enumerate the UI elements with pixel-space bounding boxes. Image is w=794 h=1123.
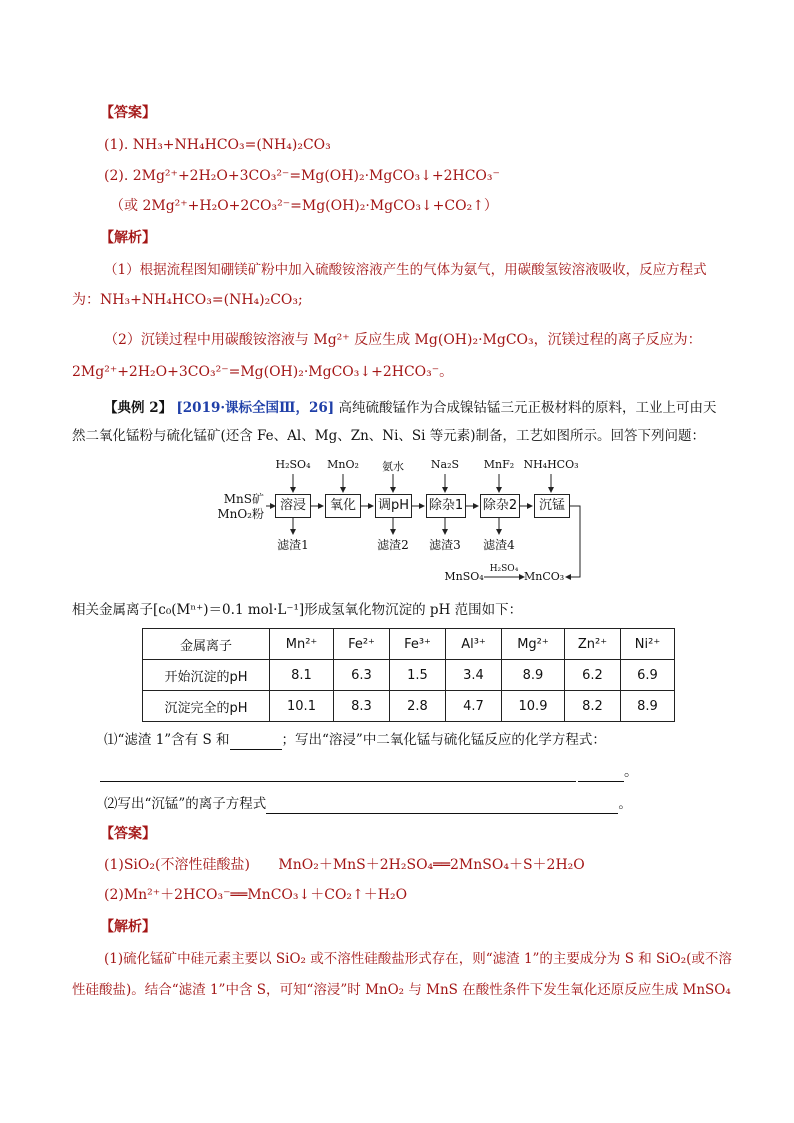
blank-3 [578,767,624,782]
blank-1 [230,735,282,750]
analysis-2-line-1: （2）沉镁过程中用碳酸铵溶液与 Mg²⁺ 反应生成 Mg(OH)₂·MgCO₃，沉镁过程的离子反应为： [104,332,702,348]
example-source: [2019·课标全国Ⅲ，26] [176,400,335,416]
table-cell: 8.1 [270,660,334,691]
table-cell: 8.2 [565,691,621,722]
table-cell: Mg²⁺ [502,629,565,660]
flow-step-4: 除杂1 [426,494,466,518]
table-cell: 6.2 [565,660,621,691]
analysis-3-line-2: 性硅酸盐)。结合“滤渣 1”中含 S，可知“溶浸”时 MnO₂ 与 MnS 在酸性条件下发生氧化还原反应生成 MnSO₄ [72,982,731,998]
blank-4 [266,799,618,814]
table-cell: Zn²⁺ [565,629,621,660]
question-2 [104,794,632,814]
flow-step-2: 氧化 [325,494,361,518]
table-cell: 8.9 [621,691,675,722]
analysis-header-1: 【解析】 [100,230,156,246]
flow-reagent-6: NH₄HCO₃ [523,458,579,471]
question-1-b: ；写出“溶浸”中二氧化锰与硫化锰反应的化学方程式： [281,732,606,748]
table-cell: 10.1 [270,691,334,722]
answer-2-1-b: MnO₂＋MnS＋2H₂SO₄══2MnSO₄＋S＋2H₂O [278,857,585,873]
flow-residue-2: 滤渣2 [377,538,409,552]
answer-1-1: (1). NH₃+NH₄HCO₃=(NH₄)₂CO₃ [104,137,331,153]
table-cell: 金属离子 [143,629,270,660]
answer-1-3: （或 2Mg²⁺+H₂O+2CO₃²⁻=Mg(OH)₂·MgCO₃↓+CO₂↑） [110,198,498,214]
question-2-end: 。 [618,796,632,812]
table-cell: 1.5 [390,660,446,691]
table-row [143,660,675,691]
table-cell: 3.4 [446,660,502,691]
table-row [143,691,675,722]
answer-2-1-a: (1)SiO₂(不溶性硅酸盐) [104,857,250,873]
table-header-row [143,629,675,660]
table-cell: Mn²⁺ [270,629,334,660]
example-2-line-2: 然二氧化锰粉与硫化锰矿(还含 Fe、Al、Mg、Zn、Ni、Si 等元素)制备，工艺如图所示。回答下列问题： [72,428,706,444]
analysis-1-line-1: （1）根据流程图知硼镁矿粉中加入硫酸铵溶液产生的气体为氨气，用碳酸氢铵溶液吸收，反应方程式 [104,262,707,278]
table-cell: Fe³⁺ [390,629,446,660]
flow-residue-4: 滤渣4 [483,538,515,552]
ph-table [142,628,675,722]
table-cell: Fe²⁺ [334,629,390,660]
answer-1-2: (2). 2Mg²⁺+2H₂O+3CO₃²⁻=Mg(OH)₂·MgCO₃↓+2HCO₃⁻ [104,168,500,184]
analysis-2-line-2: 2Mg²⁺+2H₂O+3CO₃²⁻=Mg(OH)₂·MgCO₃↓+2HCO₃⁻。 [72,364,454,380]
table-cell: 10.9 [502,691,565,722]
flow-reagent-1: H₂SO₄ [275,458,311,471]
table-cell: 6.3 [334,660,390,691]
flow-step-6: 沉锰 [534,494,570,518]
flow-reagent-4: Na₂S [430,458,460,471]
question-1 [104,730,606,750]
table-cell: Ni²⁺ [621,629,675,660]
flow-input [208,492,264,522]
flow-input-2: MnO₂粉 [217,507,264,521]
table-caption: 相关金属离子[c₀(Mⁿ⁺)＝0.1 mol·L⁻¹]形成氢氧化物沉淀的 pH 范围如下： [72,602,523,618]
answer-2-2: (2)Mn²⁺＋2HCO₃⁻══MnCO₃↓＋CO₂↑＋H₂O [104,887,408,903]
analysis-header-2: 【解析】 [100,919,156,935]
table-cell: 4.7 [446,691,502,722]
example-intro-1: 高纯硫酸锰作为合成镍钴锰三元正极材料的原料，工业上可由天 [338,400,717,416]
example-tag: 【典例 2】 [104,400,173,416]
flow-reagent-5: MnF₂ [483,458,515,471]
answer-header-1: 【答案】 [100,105,156,121]
table-cell: 6.9 [621,660,675,691]
flow-step-5: 除杂2 [480,494,520,518]
flow-step-1: 溶浸 [275,494,311,518]
flow-reagent-3: 氨水 [382,460,404,473]
table-cell: 8.3 [334,691,390,722]
answer-2-1 [104,855,585,875]
question-1-end: 。 [624,764,638,780]
flow-product-left: MnSO₄ [444,570,484,583]
flow-product-reagent: H₂SO₄ [489,564,519,574]
flow-reagent-2: MnO₂ [327,458,359,471]
flow-step-3: 调pH [375,494,412,518]
question-2-text: ⑵写出“沉锰”的离子方程式 [104,796,267,812]
flow-product-right: MnCO₃ [524,570,565,583]
question-1-answer-line [100,762,638,782]
answer-header-2: 【答案】 [100,826,156,842]
question-1-a: ⑴“滤渣 1”含有 S 和 [104,732,230,748]
flow-residue-1: 滤渣1 [277,538,309,552]
blank-2 [100,767,576,782]
flow-input-1: MnS矿 [223,492,264,506]
analysis-3-line-1: (1)硫化锰矿中硅元素主要以 SiO₂ 或不溶性硅酸盐形式存在，则“滤渣 1”的主要成分为 S 和 SiO₂(或不溶 [104,951,732,967]
flow-residue-3: 滤渣3 [429,538,461,552]
analysis-1-line-2: 为：NH₃+NH₄HCO₃=(NH₄)₂CO₃; [72,292,303,308]
table-cell: 沉淀完全的pH [143,691,270,722]
table-cell: 8.9 [502,660,565,691]
table-cell: 2.8 [390,691,446,722]
table-cell: 开始沉淀的pH [143,660,270,691]
table-cell: Al³⁺ [446,629,502,660]
